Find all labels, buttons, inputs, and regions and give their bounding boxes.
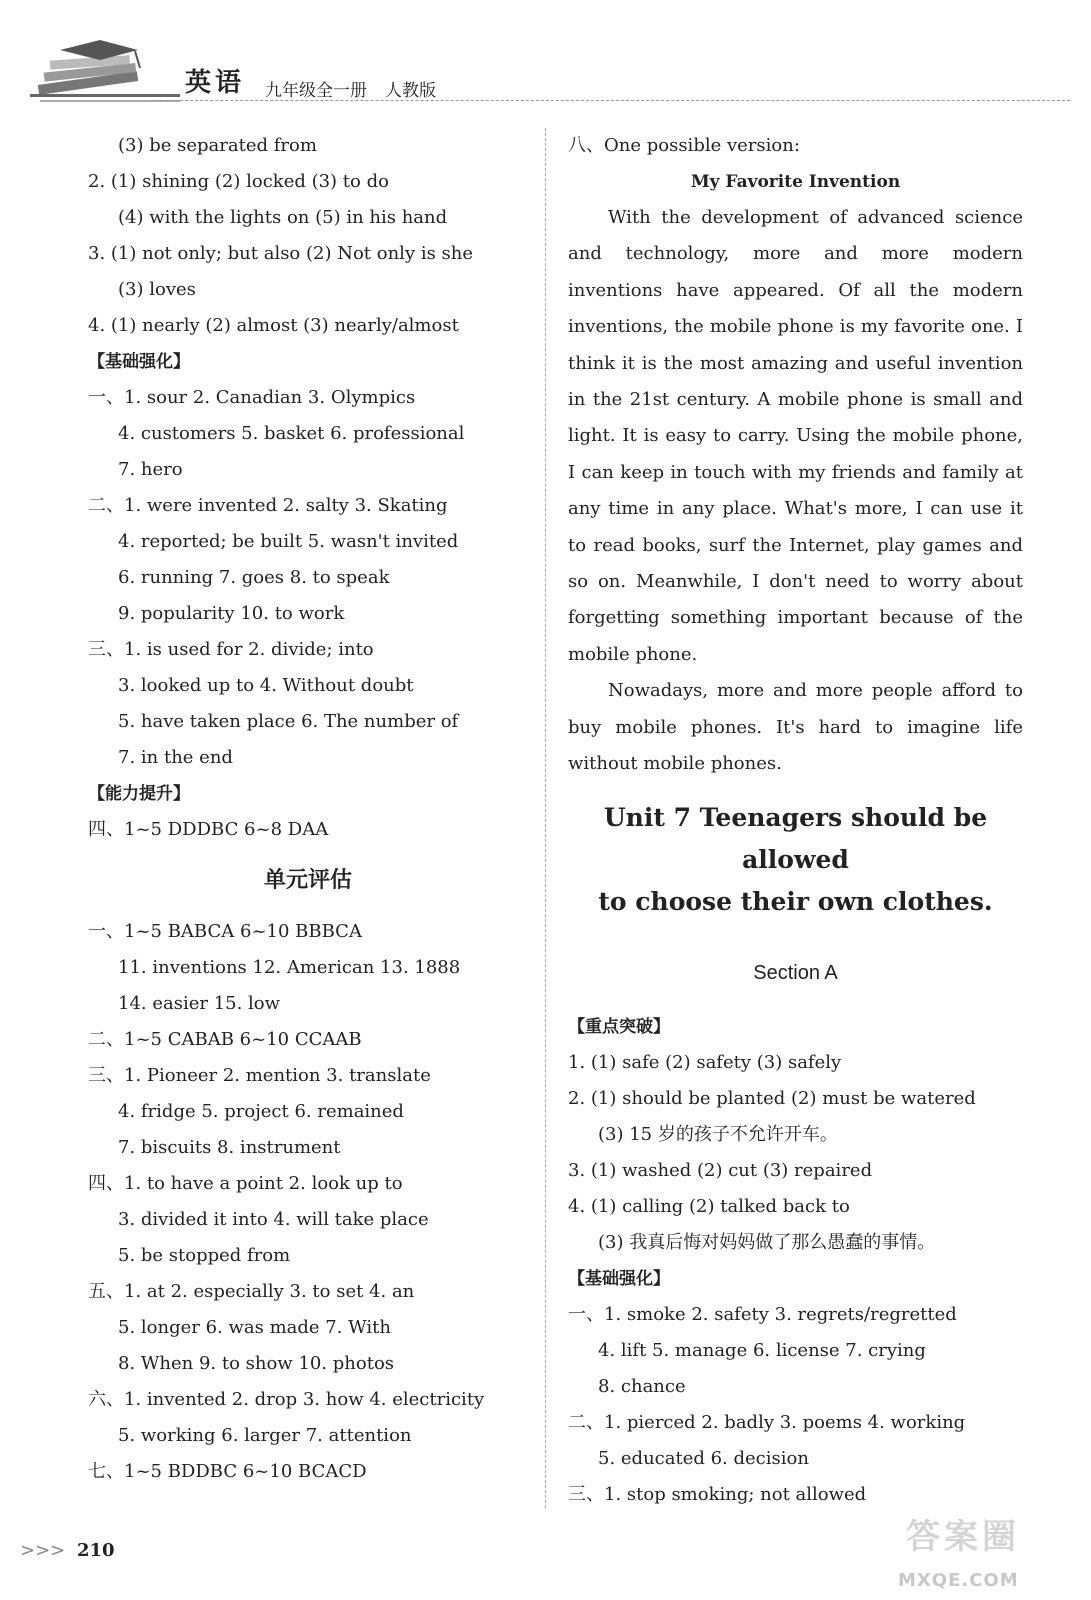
answer-line: 5. be stopped from bbox=[118, 1245, 291, 1266]
answer-line: 四、1. to have a point 2. look up to bbox=[88, 1173, 403, 1194]
answer-line: 三、1. Pioneer 2. mention 3. translate bbox=[88, 1065, 431, 1086]
essay-paragraph: Nowadays, more and more people afford to buy mobile phones. It's hard to imagine life without mobile phones. bbox=[568, 680, 1023, 775]
answer-line: 4. (1) nearly (2) almost (3) nearly/almost bbox=[88, 315, 459, 336]
answer-line: 5. working 6. larger 7. attention bbox=[118, 1425, 412, 1446]
answer-line: 七、1~5 BDDBC 6~10 BCACD bbox=[88, 1461, 367, 1482]
books-logo-icon bbox=[30, 38, 180, 108]
watermark-brand: 答案圈 bbox=[906, 1517, 1020, 1557]
watermark bbox=[890, 1505, 1080, 1595]
answer-line: 4. lift 5. manage 6. license 7. crying bbox=[598, 1339, 926, 1361]
section-label: 【能力提升】 bbox=[88, 784, 190, 804]
answer-line: 5. longer 6. was made 7. With bbox=[118, 1317, 391, 1338]
unit7-answer-list bbox=[568, 1009, 1023, 1513]
answer-line: 一、1. sour 2. Canadian 3. Olympics bbox=[88, 387, 416, 408]
answer-line: 14. easier 15. low bbox=[118, 993, 281, 1014]
answer-line: 四、1~5 DDDBC 6~8 DAA bbox=[88, 819, 329, 840]
page-number: 210 bbox=[76, 1540, 115, 1561]
header-divider bbox=[150, 100, 1070, 101]
answer-line: 4. customers 5. basket 6. professional bbox=[118, 423, 465, 444]
answer-line: 五、1. at 2. especially 3. to set 4. an bbox=[88, 1281, 415, 1302]
section-label: 【基础强化】 bbox=[88, 352, 190, 372]
answer-line: 三、1. stop smoking; not allowed bbox=[568, 1483, 867, 1505]
answer-line: 7. hero bbox=[118, 459, 183, 480]
answer-line: (3) be separated from bbox=[118, 135, 317, 156]
answer-line: 一、1~5 BABCA 6~10 BBBCA bbox=[88, 921, 362, 942]
answer-line: 5. educated 6. decision bbox=[598, 1447, 809, 1469]
answer-line: 4. (1) calling (2) talked back to bbox=[568, 1195, 850, 1217]
answer-line: 二、1. pierced 2. badly 3. poems 4. working bbox=[568, 1411, 966, 1433]
answer-line: 二、1. were invented 2. salty 3. Skating bbox=[88, 495, 448, 516]
answer-line: 9. popularity 10. to work bbox=[118, 603, 345, 624]
essay-label: 八、One possible version: bbox=[568, 135, 800, 156]
left-column bbox=[88, 128, 528, 1490]
answer-line: 二、1~5 CABAB 6~10 CCAAB bbox=[88, 1029, 362, 1050]
footer-arrows: >>> bbox=[20, 1540, 66, 1561]
answer-line: 三、1. is used for 2. divide; into bbox=[88, 639, 374, 660]
answer-list bbox=[88, 128, 528, 848]
unit-title bbox=[568, 797, 1023, 923]
answer-line: 3. (1) not only; but also (2) Not only is she bbox=[88, 243, 474, 264]
essay-paragraph: With the development of advanced science and technology, more and more modern inventions have appeared. Of all the modern inventions, the mobile phone is my favorite one. I think it is the most amazing and useful invention in the 21st century. A mobile phone is small and light. It is easy to carry. Using the mobile phone, I can keep in touch with my friends and family at any time in any place. What's more, I can use it to read books, surf the Internet, play games and so on. Meanwhile, I don't need to worry about forgetting something important because of the mobile phone. bbox=[568, 207, 1023, 665]
assessment-answer-list bbox=[88, 914, 528, 1490]
answer-line: (3) 15 岁的孩子不允许开车。 bbox=[598, 1123, 838, 1145]
answer-line: 3. looked up to 4. Without doubt bbox=[118, 675, 414, 696]
answer-line: 一、1. smoke 2. safety 3. regrets/regretted bbox=[568, 1303, 957, 1325]
header-subject: 英语 bbox=[185, 68, 246, 98]
unit-title-line-2: to choose their own clothes. bbox=[598, 886, 993, 916]
header-edition: 人教版 bbox=[385, 81, 436, 101]
answer-line: 2. (1) shining (2) locked (3) to do bbox=[88, 171, 389, 192]
section-heading: Section A bbox=[753, 961, 838, 984]
answer-line: 5. have taken place 6. The number of bbox=[118, 711, 459, 732]
page-header bbox=[0, 0, 1091, 110]
answer-line: 3. (1) washed (2) cut (3) repaired bbox=[568, 1159, 873, 1181]
answer-line: 7. biscuits 8. instrument bbox=[118, 1137, 341, 1158]
answer-line: 8. When 9. to show 10. photos bbox=[118, 1353, 395, 1374]
answer-line: 六、1. invented 2. drop 3. how 4. electricity bbox=[88, 1389, 485, 1410]
answer-line: (4) with the lights on (5) in his hand bbox=[118, 207, 448, 228]
watermark-site: MXQE.COM bbox=[898, 1570, 1019, 1591]
page-footer bbox=[20, 1540, 115, 1561]
right-column bbox=[568, 128, 1023, 1513]
answer-line: 4. fridge 5. project 6. remained bbox=[118, 1101, 404, 1122]
answer-line: 7. in the end bbox=[118, 747, 233, 768]
essay-body bbox=[568, 200, 1023, 783]
essay-title: My Favorite Invention bbox=[690, 172, 901, 192]
answer-line: (3) loves bbox=[118, 279, 196, 300]
answer-line: 2. (1) should be planted (2) must be watered bbox=[568, 1087, 976, 1109]
unit-assessment-title: 单元评估 bbox=[263, 868, 352, 893]
answer-line: 4. reported; be built 5. wasn't invited bbox=[118, 531, 459, 552]
header-grade: 九年级全一册 bbox=[265, 81, 367, 101]
unit-title-line-1: Unit 7 Teenagers should be allowed bbox=[603, 802, 988, 874]
answer-line: 11. inventions 12. American 13. 1888 bbox=[118, 957, 461, 978]
answer-line: 1. (1) safe (2) safety (3) safely bbox=[568, 1051, 842, 1073]
answer-line: 6. running 7. goes 8. to speak bbox=[118, 567, 390, 588]
answer-line: 3. divided it into 4. will take place bbox=[118, 1209, 429, 1230]
column-divider bbox=[545, 128, 546, 1508]
answer-line: (3) 我真后悔对妈妈做了那么愚蠢的事情。 bbox=[598, 1231, 936, 1253]
answer-line: 8. chance bbox=[598, 1375, 686, 1397]
section-label: 【基础强化】 bbox=[568, 1268, 670, 1289]
section-label: 【重点突破】 bbox=[568, 1016, 670, 1037]
